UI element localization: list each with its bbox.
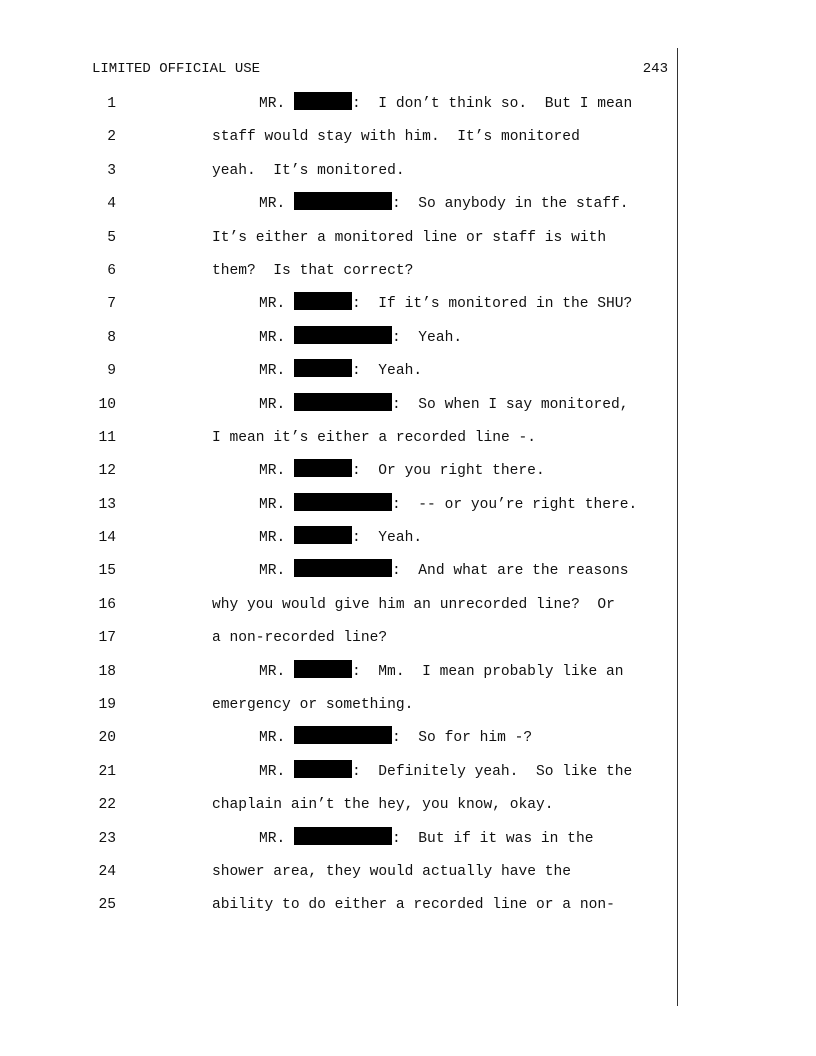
continuation-line-text [212,255,413,288]
speaker-prefix: MR. [259,496,295,513]
speaker-line-text [259,288,632,321]
classification-header: LIMITED OFFICIAL USE [92,61,261,77]
transcript-line [0,389,816,422]
line-text: : Mm. I mean probably like an [352,663,624,680]
transcript-line [0,255,816,288]
transcript-line [0,589,816,622]
line-number: 24 [98,863,116,880]
line-text: ability to do either a recorded line or a non- [212,897,615,914]
page-number: 243 [642,61,668,77]
line-text: : Yeah. [392,329,463,346]
transcript-line [0,88,816,121]
line-text: : Yeah. [352,530,423,547]
line-text: : So when I say monitored, [392,396,629,413]
line-number: 15 [98,563,116,580]
transcript-line [0,489,816,522]
redaction-box [294,493,392,511]
speaker-prefix: MR. [259,763,295,780]
transcript-line [0,455,816,488]
line-number: 16 [98,596,116,613]
speaker-prefix: MR. [259,96,295,112]
speaker-line-text [259,722,532,755]
line-number: 1 [107,96,116,112]
line-text: : And what are the reasons [392,563,629,580]
redaction-box [294,726,392,744]
transcript-line [0,656,816,689]
line-text: : Yeah. [352,363,423,380]
continuation-line-text [212,689,413,722]
speaker-prefix: MR. [259,730,295,747]
transcript-line [0,823,816,856]
line-number: 8 [107,329,116,346]
line-number: 22 [98,797,116,814]
line-number: 4 [107,196,116,213]
line-number: 23 [98,830,116,847]
speaker-line-text [259,489,637,522]
transcript-line [0,756,816,789]
line-number: 18 [98,663,116,680]
speaker-line-text [259,389,629,422]
line-text: them? Is that correct? [212,262,414,279]
speaker-line-text [259,188,629,221]
transcript-line [0,355,816,388]
transcript-line [0,889,816,922]
line-number: 10 [98,396,116,413]
transcript-line [0,689,816,722]
line-number: 3 [107,162,116,179]
continuation-line-text [212,789,554,822]
line-text: why you would give him an unrecorded line? Or [212,596,615,613]
transcript-line [0,555,816,588]
speaker-line-text [259,656,624,689]
speaker-line-text [259,355,422,388]
line-text: It’s either a monitored line or staff is with [212,229,607,246]
continuation-line-text [212,121,580,154]
speaker-prefix: MR. [259,329,295,346]
continuation-line-text [212,589,615,622]
transcript-line [0,622,816,655]
transcript-line [0,121,816,154]
redaction-box [294,393,392,411]
line-text: staff would stay with him. It’s monitored [212,129,580,146]
line-number: 17 [98,630,116,647]
line-text: emergency or something. [212,697,414,714]
line-number: 19 [98,697,116,714]
line-text: : -- or you’re right there. [392,496,638,513]
line-text: yeah. It’s monitored. [212,162,405,179]
redaction-box [294,559,392,577]
continuation-line-text [212,856,571,889]
transcript-line [0,288,816,321]
speaker-prefix: MR. [259,363,295,380]
line-text: : Or you right there. [352,463,545,480]
transcript-line [0,188,816,221]
speaker-line-text [259,88,632,121]
line-number: 20 [98,730,116,747]
line-text: : I don’t think so. But I mean [352,96,633,112]
line-number: 9 [107,363,116,380]
line-number: 12 [98,463,116,480]
speaker-line-text [259,756,632,789]
transcript-line [0,322,816,355]
speaker-line-text [259,322,462,355]
speaker-prefix: MR. [259,196,295,213]
speaker-prefix: MR. [259,463,295,480]
redaction-box [294,526,352,544]
speaker-prefix: MR. [259,530,295,547]
line-text: : But if it was in the [392,830,594,847]
line-number: 21 [98,763,116,780]
redaction-box [294,359,352,377]
redaction-box [294,192,392,210]
continuation-line-text [212,155,405,188]
line-text: I mean it’s either a recorded line -. [212,429,537,446]
continuation-line-text [212,889,615,922]
line-number: 7 [107,296,116,313]
speaker-prefix: MR. [259,563,295,580]
redaction-box [294,292,352,310]
line-number: 14 [98,530,116,547]
transcript-body [0,88,816,923]
line-text: : If it’s monitored in the SHU? [352,296,633,313]
speaker-prefix: MR. [259,830,295,847]
transcript-line [0,856,816,889]
continuation-line-text [212,422,536,455]
continuation-line-text [212,222,606,255]
line-number: 5 [107,229,116,246]
speaker-line-text [259,455,545,488]
speaker-line-text [259,555,629,588]
speaker-prefix: MR. [259,296,295,313]
continuation-line-text [212,622,387,655]
speaker-line-text [259,823,593,856]
transcript-line [0,722,816,755]
speaker-prefix: MR. [259,396,295,413]
redaction-box [294,660,352,678]
redaction-box [294,827,392,845]
line-number: 25 [98,897,116,914]
transcript-line [0,155,816,188]
line-text: : So anybody in the staff. [392,196,629,213]
line-number: 2 [107,129,116,146]
transcript-line [0,789,816,822]
line-text: chaplain ain’t the hey, you know, okay. [212,797,554,814]
transcript-line [0,222,816,255]
redaction-box [294,459,352,477]
transcript-line [0,522,816,555]
line-text: : So for him -? [392,730,533,747]
line-number: 6 [107,262,116,279]
line-text: a non-recorded line? [212,630,388,647]
line-number: 13 [98,496,116,513]
redaction-box [294,92,352,110]
redaction-box [294,326,392,344]
speaker-line-text [259,522,422,555]
transcript-line [0,422,816,455]
line-text: : Definitely yeah. So like the [352,763,633,780]
speaker-prefix: MR. [259,663,295,680]
line-text: shower area, they would actually have the [212,863,572,880]
redaction-box [294,760,352,778]
line-number: 11 [98,429,116,446]
